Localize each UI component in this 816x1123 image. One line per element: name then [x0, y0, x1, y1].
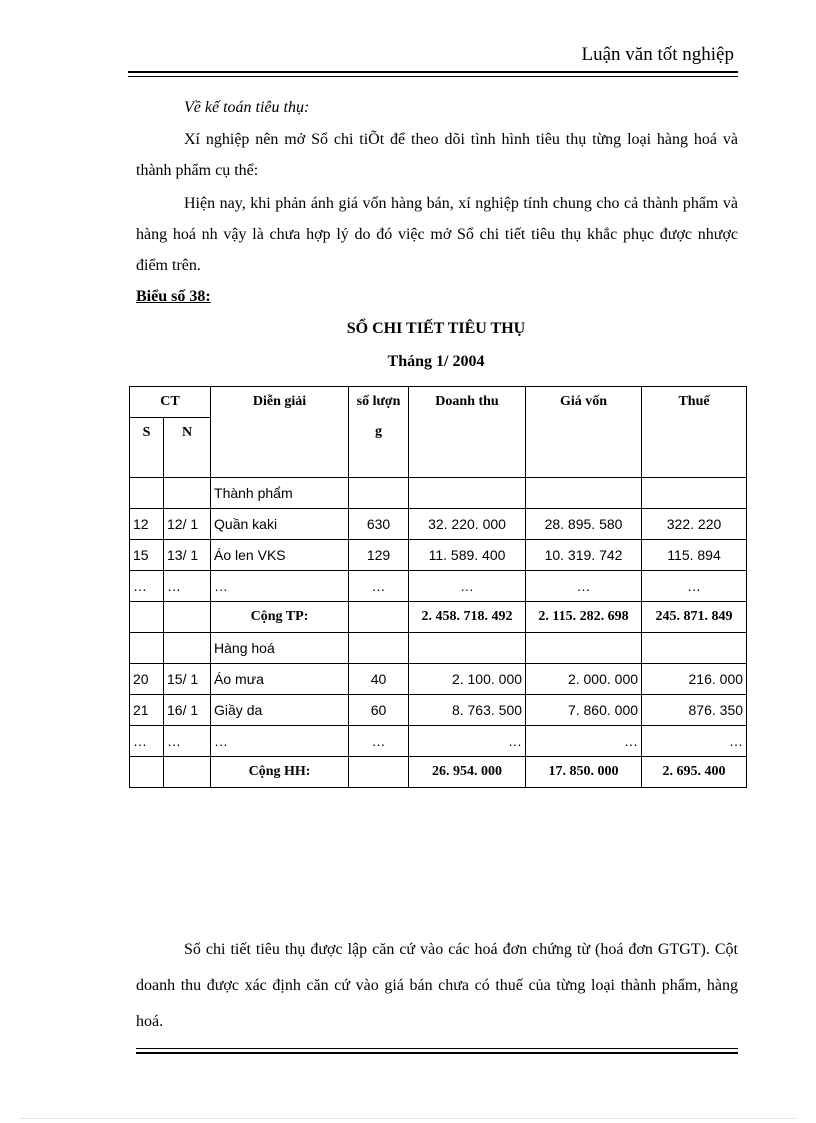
- cell-cost: 7. 860. 000: [526, 695, 642, 726]
- figure-label: Biểu số 38:: [136, 288, 211, 305]
- cell-revenue: [409, 633, 526, 664]
- cell-tax: …: [642, 726, 747, 757]
- cell-s: [130, 633, 164, 664]
- table-row: [130, 571, 747, 602]
- header-n: N: [164, 418, 211, 478]
- cell-cost: 28. 895. 580: [526, 509, 642, 540]
- cell-revenue: …: [409, 726, 526, 757]
- table-header-row: [130, 387, 747, 418]
- cell-cost: …: [526, 726, 642, 757]
- table-row: [130, 602, 747, 633]
- cell-qty: 40: [349, 664, 409, 695]
- cell-revenue: …: [409, 571, 526, 602]
- header-so-luong: số lượn g: [349, 387, 409, 478]
- cell-revenue: 2. 458. 718. 492: [409, 602, 526, 633]
- table-row: [130, 509, 747, 540]
- header-s: S: [130, 418, 164, 478]
- cell-s: 20: [130, 664, 164, 695]
- cell-desc: Giầy da: [211, 695, 349, 726]
- cell-tax: 322. 220: [642, 509, 747, 540]
- cell-cost: [526, 478, 642, 509]
- cell-qty: …: [349, 726, 409, 757]
- cell-desc: …: [211, 726, 349, 757]
- cell-n: [164, 633, 211, 664]
- table-row: [130, 695, 747, 726]
- cell-desc: …: [211, 571, 349, 602]
- cell-revenue: 26. 954. 000: [409, 757, 526, 788]
- cell-n: [164, 478, 211, 509]
- cell-s: 12: [130, 509, 164, 540]
- cell-n: …: [164, 571, 211, 602]
- sales-ledger-table: [129, 386, 747, 788]
- cell-n: 12/ 1: [164, 509, 211, 540]
- cell-s: [130, 478, 164, 509]
- intro-paragraph-1: Xí nghiệp nên mở Sổ chi tiÕt để theo dõi tình hình tiêu thụ từng loại hàng hoá và thành phẩm cụ thể:: [136, 131, 738, 179]
- cell-revenue: 8. 763. 500: [409, 695, 526, 726]
- cell-cost: 10. 319. 742: [526, 540, 642, 571]
- cell-s: [130, 602, 164, 633]
- cell-tax: 115. 894: [642, 540, 747, 571]
- table-row: [130, 726, 747, 757]
- cell-cost: 2. 115. 282. 698: [526, 602, 642, 633]
- intro-heading: Về kế toán tiêu thụ:: [184, 99, 310, 116]
- cell-n: 16/ 1: [164, 695, 211, 726]
- cell-s: …: [130, 726, 164, 757]
- cell-cost: 17. 850. 000: [526, 757, 642, 788]
- closing-paragraph: Sổ chi tiết tiêu thụ được lập căn cứ vào các hoá đơn chứng từ (hoá đơn GTGT). Cột doanh thu được xác định căn cứ vào giá bán chưa có thuế của từng loại thành phẩm, hàng hoá.: [136, 941, 738, 1030]
- table-row: [130, 757, 747, 788]
- page-header-title: Luận văn tốt nghiệp: [581, 44, 734, 65]
- cell-cost: [526, 633, 642, 664]
- header-gia-von: Giá vốn: [526, 387, 642, 478]
- cell-tax: 245. 871. 849: [642, 602, 747, 633]
- cell-tax: 216. 000: [642, 664, 747, 695]
- cell-revenue: 32. 220. 000: [409, 509, 526, 540]
- cell-desc: Áo mưa: [211, 664, 349, 695]
- cell-s: [130, 757, 164, 788]
- table-row: [130, 633, 747, 664]
- header-dien-giai: Diễn giải: [211, 387, 349, 478]
- cell-qty: 60: [349, 695, 409, 726]
- cell-s: 15: [130, 540, 164, 571]
- cell-qty: 129: [349, 540, 409, 571]
- cell-qty: [349, 602, 409, 633]
- cell-cost: 2. 000. 000: [526, 664, 642, 695]
- cell-qty: [349, 633, 409, 664]
- cell-n: 15/ 1: [164, 664, 211, 695]
- cell-tax: …: [642, 571, 747, 602]
- cell-desc: Cộng HH:: [211, 757, 349, 788]
- cell-tax: [642, 478, 747, 509]
- cell-tax: 2. 695. 400: [642, 757, 747, 788]
- cell-qty: 630: [349, 509, 409, 540]
- ledger-title: SỔ CHI TIẾT TIÊU THỤ: [346, 320, 526, 337]
- cell-cost: …: [526, 571, 642, 602]
- cell-n: 13/ 1: [164, 540, 211, 571]
- cell-desc: Áo len VKS: [211, 540, 349, 571]
- cell-desc: Cộng TP:: [211, 602, 349, 633]
- header-rule: [128, 71, 738, 77]
- cell-qty: …: [349, 571, 409, 602]
- cell-tax: 876. 350: [642, 695, 747, 726]
- header-ct: CT: [130, 387, 211, 418]
- ledger-subtitle: Tháng 1/ 2004: [387, 353, 485, 370]
- cell-revenue: [409, 478, 526, 509]
- cell-revenue: 2. 100. 000: [409, 664, 526, 695]
- cell-n: …: [164, 726, 211, 757]
- intro-paragraph-2: Hiện nay, khi phản ánh giá vốn hàng bán, xí nghiệp tính chung cho cả thành phẩm và hàng hoá nh vậy là chưa hợp lý do đó việc mở Sổ chi tiết tiêu thụ khắc phục được nhược điểm trên.: [136, 195, 738, 274]
- cell-desc: Hàng hoá: [211, 633, 349, 664]
- cell-tax: [642, 633, 747, 664]
- page-edge-dotline: [20, 1118, 796, 1119]
- header-doanh-thu: Doanh thu: [409, 387, 526, 478]
- cell-s: 21: [130, 695, 164, 726]
- cell-desc: Thành phẩm: [211, 478, 349, 509]
- cell-qty: [349, 478, 409, 509]
- cell-n: [164, 757, 211, 788]
- table-row: [130, 664, 747, 695]
- cell-s: …: [130, 571, 164, 602]
- footer-rule: [136, 1048, 738, 1054]
- cell-desc: Quần kaki: [211, 509, 349, 540]
- header-thue: Thuế: [642, 387, 747, 478]
- table-row: [130, 540, 747, 571]
- table-row: [130, 478, 747, 509]
- cell-n: [164, 602, 211, 633]
- cell-revenue: 11. 589. 400: [409, 540, 526, 571]
- cell-qty: [349, 757, 409, 788]
